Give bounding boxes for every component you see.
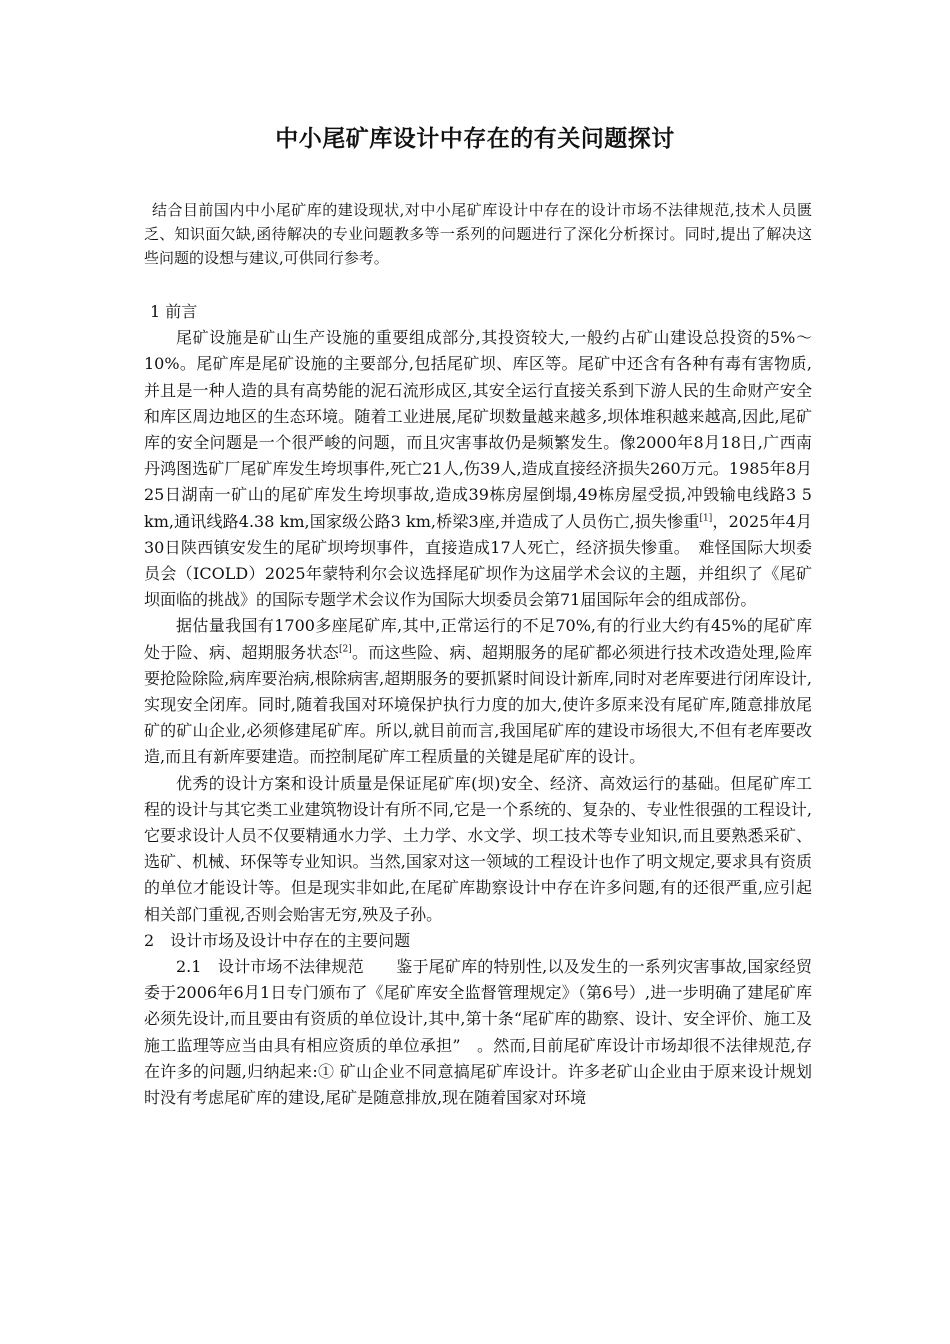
citation-ref-2: [2] <box>338 644 352 655</box>
body-paragraph-1-part-b: ，2025年4月30日陕西镇安发生的尾矿坝垮坝事件，直接造成17人死亡，经济损失惨重。 难怪国际大坝委员会（ICOLD）2025年蒙特利尔会议选择尾矿坝作为这届学术会议的主题，并组织了《尾矿坝面临的挑战》的国际专题学术会议作为国际大坝委员会第71届国际年会的组成部份。 <box>144 511 812 610</box>
body-paragraph-2-part-a: 据估量我国有1700多座尾矿库,其中,正常运行的不足70%,有的行业大约有45%的尾矿库处于险、病、超期服务状态 <box>144 616 812 662</box>
abstract-paragraph: 结合目前国内中小尾矿库的建设现状,对中小尾矿库设计中存在的设计市场不法律规范,技术人员匮乏、知识面欠缺,函待解决的专业问题教多等一系列的问题进行了深化分析探讨。同时,提出了解决这些问题的设想与建议,可供同行参考。 <box>144 201 812 267</box>
body-paragraph-2 <box>144 613 812 770</box>
body-text <box>144 299 812 1111</box>
body-paragraph-4: 2.1 设计市场不法律规范 鉴于尾矿库的特别性,以及发生的一系列灾害事故,国家经贸委于2006年6月1日专门颁布了《尾矿库安全监督管理规定》（第6号）,进一步明确了建尾矿库必须先设计,而且要由有资质的单位设计,其中,第十条“尾矿库的勘察、设计、安全评价、施工及施工监理等应当由具有相应资质的单位承担” 。然而,目前尾矿库设计市场却很不法律规范,存在许多的问题,归纳起来:① 矿山企业不同意搞尾矿库设计。许多老矿山企业由于原来设计规划时没有考虑尾矿库的建设,尾矿是随意排放,现在随着国家对环境 <box>144 957 812 1108</box>
body-paragraph-2-part-b: 。而这些险、病、超期服务的尾矿都必须进行技术改造处理,险库要抢险除险,病库要治病,根除病害,超期服务的要抓紧时间设计新库,同时对老库要进行闭库设计,实现安全闭库。同时,随着我国对环境保护执行力度的加大,使许多原来没有尾矿库,随意排放尾矿的矿山企业,必须修建尾矿库。所以,就目前而言,我国尾矿库的建设市场很大,不但有老库要改造,而且有新库要建造。而控制尾矿库工程质量的关键是尾矿库的设计。 <box>144 642 812 767</box>
section-heading-design-market: 2 设计市场及设计中存在的主要问题 <box>144 930 411 950</box>
section-heading-introduction: 1 前言 <box>150 302 198 321</box>
body-paragraph-1 <box>144 325 812 613</box>
document-title: 中小尾矿库设计中存在的有关问题探讨 <box>275 126 675 152</box>
body-paragraph-3: 优秀的设计方案和设计质量是保证尾矿库(坝)安全、经济、高效运行的基础。但尾矿库工程的设计与其它类工业建筑物设计有所不同,它是一个系统的、复杂的、专业性很强的工程设计,它要求设计人员不仅要精通水力学、土力学、水文学、坝工技术等专业知识,而且要熟悉采矿、选矿、机械、环保等专业知识。当然,国家对这一领域的工程设计也作了明文规定,要求具有资质的单位才能设计等。但是现实非如此,在尾矿库勘察设计中存在许多问题,有的还很严重,应引起相关部门重视,否则会贻害无穷,殃及子孙。 <box>144 773 812 924</box>
citation-ref-1: [1] <box>699 513 713 524</box>
body-paragraph-1-part-a: 尾矿设施是矿山生产设施的重要组成部分,其投资较大,一般约占矿山建设总投资的5%～10%。尾矿库是尾矿设施的主要部分,包括尾矿坝、库区等。尾矿中还含有各种有毒有害物质,并且是一种人造的具有高势能的泥石流形成区,其安全运行直接关系到下游人民的生命财产安全和库区周边地区的生态环境。随着工业进展,尾矿坝数量越来越多,坝体堆积越来越高,因此,尾矿库的安全问题是一个很严峻的问题，而且灾害事故仍是频繁发生。像2000年8月18日,广西南丹鸿图选矿厂尾矿库发生垮坝事件,死亡21人,伤39人,造成直接经济损失260万元。1985年8月25日湖南一矿山的尾矿库发生垮坝事故,造成39栋房屋倒塌,49栋房屋受损,冲毁输电线路3 5 km,通讯线路4.38 km,国家级公路3 km,桥梁3座,并造成了人员伤亡,损失惨重 <box>144 328 812 531</box>
